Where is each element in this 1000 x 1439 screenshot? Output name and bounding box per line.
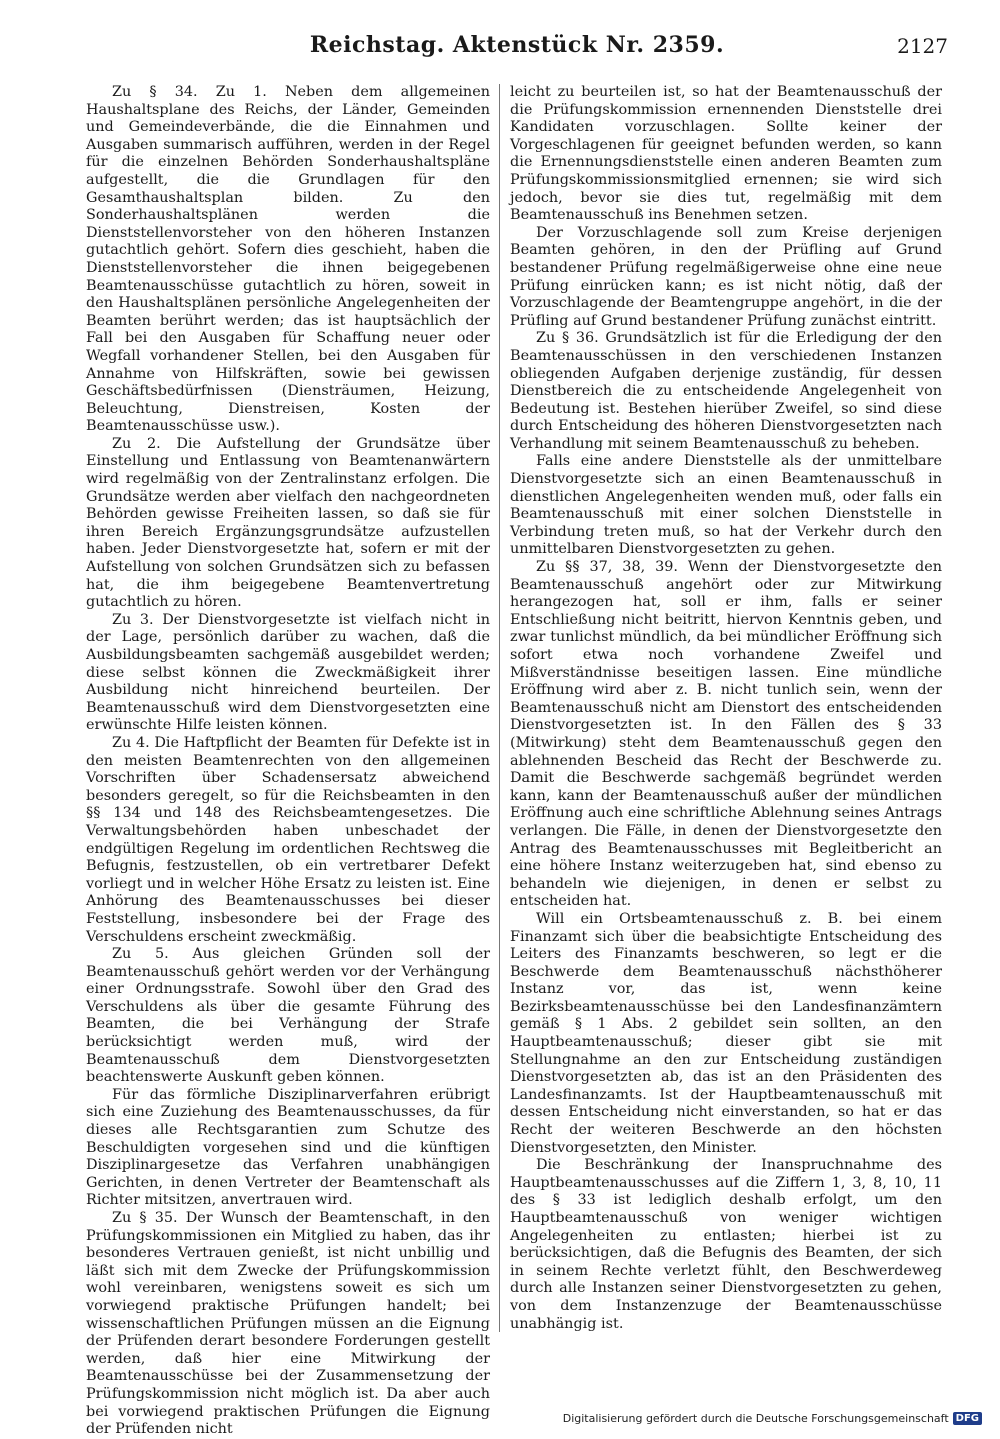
column-divider [499, 84, 500, 1332]
paragraph: Zu 3. Der Dienstvorgesetzte ist vielfach nicht in der Lage, persönlich darüber zu wachen, daß die Ausbildungsbeamten sachgemäß ausgebildet werden; diese selbst können die Zweckmäßigkeit ihrer Ausbildung nicht hinreichend beurteilen. Der Beamtenausschuß wird dem Dienstvorgesetzten eine erwünschte Hilfe leisten können. [86, 611, 490, 734]
paragraph: Zu § 36. Grundsätzlich ist für die Erledigung der den Beamtenausschüssen in den verschiedenen Instanzen obliegenden Aufgaben derjenige zuständig, für dessen Dienstbereich die zu entscheidende Angelegenheit von Bedeutung ist. Bestehen hierüber Zweifel, so sind diese durch Entscheidung des höheren Dienstvorgesetzten nach Verhandlung mit seinem Beamtenausschuß zu beheben. [510, 330, 942, 452]
paragraph: Zu 4. Die Haftpflicht der Beamten für Defekte ist in den meisten Beamtenrechten von den allgemeinen Vorschriften über Schadensersatz abweichend besonders geregelt, so für die Reichsbeamten in den §§ 134 und 148 des Reichsbeamtengesetzes. Die Verwaltungsbehörden haben unbeschadet der endgültigen Regelung im ordentlichen Rechtsweg die Befugnis, festzustellen, ob ein vertretbarer Defekt vorliegt und in welcher Höhe Ersatz zu leisten ist. Eine Anhörung des Beamtenausschusses bei dieser Feststellung, insbesondere bei der Frage des Verschuldens erscheint zweckmäßig. [86, 734, 490, 945]
left-column [86, 84, 490, 1439]
paragraph: Will ein Ortsbeamtenausschuß z. B. bei einem Finanzamt sich über die beabsichtigte Entscheidung des Leiters des Finanzamts beschweren, so legt er die Beschwerde dem Beamtenausschuß nächsthöherer Instanz vor, das ist, wenn keine Bezirksbeamtenausschüsse bei den Landesfinanzämtern gemäß § 1 Abs. 2 gebildet sein sollten, an den Hauptbeamtenausschuß; dieser gibt sie mit Stellungnahme an den zur Entscheidung zuständigen Dienstvorgesetzten ab, das ist an den Präsidenten des Landesfinanzamts. Ist der Hauptbeamtenausschuß mit dessen Entscheidung nicht einverstanden, so hat er das Recht der weiteren Beschwerde an den höchsten Dienstvorgesetzten, den Minister. [510, 910, 942, 1156]
page-header [86, 30, 948, 64]
paragraph: Der Vorzuschlagende soll zum Kreise derjenigen Beamten gehören, in den der Prüfling auf Grund bestandener Prüfung regelmäßigerweise ohne eine neue Prüfung einrücken kann; es ist nicht nötig, daß der Vorzuschlagende der Beamtengruppe angehört, in die der Prüfling auf Grund bestandener Prüfung zunächst eintritt. [510, 224, 942, 329]
paragraph: Falls eine andere Dienststelle als der unmittelbare Dienstvorgesetzte sich an einen Beamtenausschuß in dienstlichen Angelegenheiten wenden muß, oder falls ein Beamtenausschuß mit einer solchen Dienststelle in Verbindung treten muß, so hat der Verkehr durch den unmittelbaren Dienstvorgesetzten zu gehen. [510, 453, 942, 558]
document-title: Reichstag. Aktenstück Nr. 2359. [309, 32, 725, 58]
digitization-footer [563, 1412, 982, 1425]
paragraph: Für das förmliche Disziplinarverfahren erübrigt sich eine Zuziehung des Beamtenausschusses, da für dieses alle Rechtsgarantien zum Schutze des Beschuldigten vorgesehen sind und die künftigen Disziplinargesetze das Verfahren unabhängigen Gerichten, in denen Vertreter der Beamtenschaft als Richter mitsitzen, anvertrauen wird. [86, 1086, 490, 1209]
paragraph: Zu 5. Aus gleichen Gründen soll der Beamtenausschuß gehört werden vor der Verhängung einer Ordnungsstrafe. Sowohl über den Grad des Verschuldens als über die gesamte Führung des Beamten, die bei Verhängung der Strafe berücksichtigt werden muß, wird der Beamtenausschuß dem Dienstvorgesetzten beachtenswerte Auskunft geben können. [86, 946, 490, 1086]
paragraph: Zu §§ 37, 38, 39. Wenn der Dienstvorgesetzte den Beamtenausschuß angehört oder zur Mitwirkung herangezogen hat, soll er ihm, falls er seiner Entschließung nicht beitritt, hiervon Kenntnis geben, und zwar tunlichst mündlich, da bei mündlicher Eröffnung sich sofort etwa noch vorhandene Zweifel und Mißverständnisse beseitigen lassen. Eine mündliche Eröffnung wird aber z. B. nicht tunlich sein, wenn der Beamtenausschuß nicht am Dienstort des entscheidenden Dienstvorgesetzten ist. In den Fällen des § 33 (Mitwirkung) steht dem Beamtenausschuß gegen den ablehnenden Bescheid das Recht der Beschwerde zu. Damit die Beschwerde sachgemäß begründet werden kann, kann der Beamtenausschuß außer der mündlichen Eröffnung auch eine schriftliche Ablehnung seines Antrags verlangen. Die Fälle, in denen der Dienstvorgesetzte den Antrag des Beamtenausschusses mit Begleitbericht an eine höhere Instanz weiterzugeben hat, sind ebenso zu behandeln wie diejenigen, in denen er selbst zu entscheiden hat. [510, 559, 942, 910]
right-column [510, 84, 942, 1333]
paragraph: Zu 2. Die Aufstellung der Grundsätze über Einstellung und Entlassung von Beamtenanwärtern wird regelmäßig von der Zentralinstanz erfolgen. Die Grundsätze werden aber vielfach den nachgeordneten Behörden gewisse Freiheiten lassen, so daß sie für ihren Bereich Ergänzungsgrundsätze aufzustellen haben. Jeder Dienstvorgesetzte hat, sofern er mit der Aufstellung von solchen Grundsätzen sich zu befassen hat, die ihm beigegebene Beamtenvertretung gutachtlich zu hören. [86, 435, 490, 611]
paragraph: Zu § 34. Zu 1. Neben dem allgemeinen Haushaltsplane des Reichs, der Länder, Gemeinden und Gemeindeverbände, die die Einnahmen und Ausgaben summarisch aufführen, werden in der Regel für die einzelnen Behörden Sonderhaushaltspläne aufgestellt, die die Grundlagen für den Gesamthaushaltsplan bilden. Zu den Sonderhaushaltsplänen werden die Dienststellenvorsteher von den höheren Instanzen gutachtlich gehört. Sofern dies geschieht, haben die Dienststellenvorsteher die ihnen beigegebenen Beamtenausschüsse gutachtlich zu hören, soweit in den Haushaltsplänen persönliche Angelegenheiten der Beamten berührt werden; das ist hauptsächlich der Fall bei den Ausgaben für Schaffung neuer oder Wegfall vorhandener Stellen, bei den Ausgaben für Annahme von Hilfskräften, sowie bei gewissen Geschäftsbedürfnissen (Diensträumen, Heizung, Beleuchtung, Dienstreisen, Kosten der Beamtenausschüsse usw.). [86, 84, 490, 435]
paragraph: leicht zu beurteilen ist, so hat der Beamtenausschuß der die Prüfungskommission ernennenden Dienststelle drei Kandidaten vorzuschlagen. Sollte keiner der Vorgeschlagenen für geeignet befunden werden, so kann die Ernennungsdienststelle einen anderen Beamten zum Prüfungskommissionsmitglied ernennen; sie wird sich jedoch, bevor sie dies tut, regelmäßig mit dem Beamtenausschuß ins Benehmen setzen. [510, 84, 942, 224]
paragraph: Die Beschränkung der Inanspruchnahme des Hauptbeamtenausschusses auf die Ziffern 1, 3, 8, 10, 11 des § 33 ist lediglich deshalb erfolgt, um den Hauptbeamtenausschuß von weniger wichtigen Angelegenheiten zu entlasten; hierbei ist zu berücksichtigen, daß die Befugnis des Beamten, der sich in seinem Rechte verletzt fühlt, den Beschwerdeweg durch alle Instanzen seiner Dienstvorgesetzten zu gehen, von dem Instanzenzuge der Beamtenausschüsse unabhängig ist. [510, 1157, 942, 1332]
footer-text: Digitalisierung gefördert durch die Deutsche Forschungsgemeinschaft [562, 1412, 949, 1425]
dfg-logo: DFG [953, 1412, 982, 1425]
page-number: 2127 [897, 34, 948, 58]
paragraph: Zu § 35. Der Wunsch der Beamtenschaft, in den Prüfungskommissionen ein Mitglied zu haben, das ihr besonderes Vertrauen genießt, ist nicht unbillig und läßt sich mit dem Zwecke der Prüfungskommission wohl vereinbaren, wenigstens soweit es sich um vorwiegend praktische Prüfungen handelt; bei wissenschaftlichen Prüfungen müssen an die Eignung der Prüfenden derart besondere Forderungen gestellt werden, daß hier eine Mitwirkung der Beamtenausschüsse bei der Zusammensetzung der Prüfungskommission nicht möglich ist. Da aber auch bei vorwiegend praktischen Prüfungen die Eignung der Prüfenden nicht [86, 1210, 490, 1438]
